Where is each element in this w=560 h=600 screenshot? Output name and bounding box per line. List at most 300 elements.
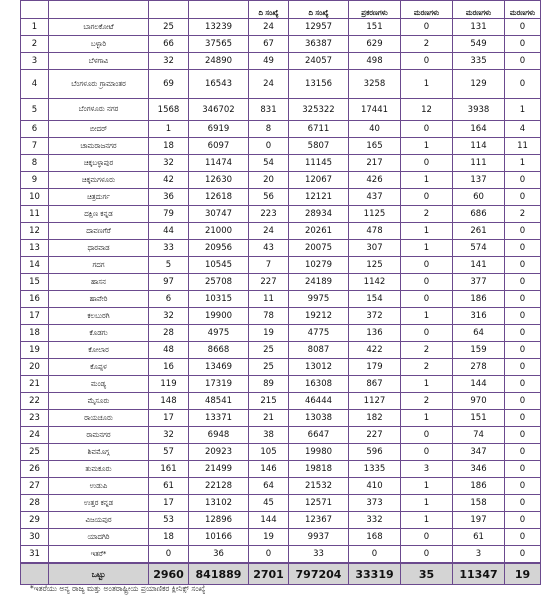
- header-total-deaths: ಮರಣಗಳು: [453, 1, 505, 19]
- value-cell: 46444: [289, 393, 349, 410]
- value-cell: 4775: [289, 325, 349, 342]
- value-cell: 0: [505, 512, 541, 529]
- serial-cell: 1: [21, 19, 49, 36]
- header-total-discharged: ದಿ ಸಂಖ್ಯೆ: [289, 1, 349, 19]
- serial-cell: 8: [21, 155, 49, 172]
- value-cell: 20261: [289, 223, 349, 240]
- table-row: [21, 53, 541, 70]
- value-cell: 478: [349, 223, 401, 240]
- serial-cell: 16: [21, 291, 49, 308]
- table-row: [21, 308, 541, 325]
- serial-cell: 7: [21, 138, 49, 155]
- value-cell: 0: [401, 19, 453, 36]
- value-cell: 2: [401, 393, 453, 410]
- serial-cell: 2: [21, 36, 49, 53]
- value-cell: 0: [505, 461, 541, 478]
- serial-cell: 31: [21, 546, 49, 564]
- value-cell: 227: [349, 427, 401, 444]
- value-cell: 0: [505, 495, 541, 512]
- table-row: [21, 461, 541, 478]
- district-cell: ರಾಮನಗರ: [49, 427, 149, 444]
- table-row: [21, 393, 541, 410]
- value-cell: 18: [149, 138, 189, 155]
- value-cell: 61: [149, 478, 189, 495]
- value-cell: 2: [401, 342, 453, 359]
- value-cell: 36: [149, 189, 189, 206]
- value-cell: 182: [349, 410, 401, 427]
- value-cell: 168: [349, 529, 401, 546]
- serial-cell: 28: [21, 495, 49, 512]
- value-cell: 332: [349, 512, 401, 529]
- value-cell: 43: [249, 240, 289, 257]
- value-cell: 686: [453, 206, 505, 223]
- table-row: [21, 291, 541, 308]
- serial-cell: 20: [21, 359, 49, 376]
- value-cell: 261: [453, 223, 505, 240]
- district-cell: ಕೊಡಗು: [49, 325, 149, 342]
- table-row: [21, 427, 541, 444]
- value-cell: 0: [401, 53, 453, 70]
- value-cell: 10545: [189, 257, 249, 274]
- value-cell: 0: [505, 240, 541, 257]
- value-cell: 0: [149, 546, 189, 564]
- total-label: ಒಟ್ಟು: [49, 563, 149, 585]
- footnote: *ಇತರೆಯು ಅನ್ಯ ರಾಜ್ಯ ಮತ್ತು ಅಂತರಾಷ್ಟ್ರೀಯ ಪ್ರಯಾಣಿಕರ ಕ್ಲೀನಿಕ್ಸ್ ಸಂಖ್ಯೆ: [30, 584, 206, 593]
- value-cell: 1335: [349, 461, 401, 478]
- value-cell: 12630: [189, 172, 249, 189]
- value-cell: 24: [249, 19, 289, 36]
- value-cell: 57: [149, 444, 189, 461]
- value-cell: 125: [349, 257, 401, 274]
- value-cell: 20923: [189, 444, 249, 461]
- value-cell: 30747: [189, 206, 249, 223]
- value-cell: 1: [401, 223, 453, 240]
- value-cell: 1: [401, 478, 453, 495]
- value-cell: 19900: [189, 308, 249, 325]
- value-cell: 18: [149, 529, 189, 546]
- value-cell: 16308: [289, 376, 349, 393]
- value-cell: 0: [401, 189, 453, 206]
- serial-cell: 3: [21, 53, 49, 70]
- table-row: [21, 36, 541, 53]
- district-cell: ಬೆಳಗಾವಿ: [49, 53, 149, 70]
- district-cell: ಕೊಪ್ಪಳ: [49, 359, 149, 376]
- table-row: [21, 70, 541, 99]
- value-cell: 20075: [289, 240, 349, 257]
- value-cell: 1: [401, 512, 453, 529]
- value-cell: 161: [149, 461, 189, 478]
- value-cell: 9937: [289, 529, 349, 546]
- total-value-cell: 35: [401, 563, 453, 585]
- value-cell: 1: [401, 172, 453, 189]
- table-row: [21, 274, 541, 291]
- district-cell: ಚಿಕ್ಕಬಳ್ಳಾಪುರ: [49, 155, 149, 172]
- district-cell: ಕೋಲಾರ: [49, 342, 149, 359]
- value-cell: 28934: [289, 206, 349, 223]
- value-cell: 53: [149, 512, 189, 529]
- value-cell: 377: [453, 274, 505, 291]
- value-cell: 24: [249, 223, 289, 240]
- value-cell: 372: [349, 308, 401, 325]
- value-cell: 67: [249, 36, 289, 53]
- value-cell: 179: [349, 359, 401, 376]
- value-cell: 1: [505, 99, 541, 121]
- table-header-row: [21, 1, 541, 19]
- table-row: [21, 99, 541, 121]
- value-cell: 66: [149, 36, 189, 53]
- value-cell: 0: [505, 393, 541, 410]
- value-cell: 151: [349, 19, 401, 36]
- value-cell: 0: [505, 257, 541, 274]
- value-cell: 32: [149, 53, 189, 70]
- value-cell: 144: [249, 512, 289, 529]
- value-cell: 17: [149, 410, 189, 427]
- value-cell: 1: [505, 155, 541, 172]
- value-cell: 6711: [289, 121, 349, 138]
- value-cell: 1125: [349, 206, 401, 223]
- district-stats-table: [20, 0, 541, 585]
- total-value-cell: 2701: [249, 563, 289, 585]
- district-cell: ವಿಜಯಪುರ: [49, 512, 149, 529]
- value-cell: 61: [453, 529, 505, 546]
- value-cell: 13239: [189, 19, 249, 36]
- value-cell: 3938: [453, 99, 505, 121]
- value-cell: 0: [505, 36, 541, 53]
- value-cell: 97: [149, 274, 189, 291]
- serial-cell: 23: [21, 410, 49, 427]
- table-row: [21, 240, 541, 257]
- value-cell: 136: [349, 325, 401, 342]
- serial-cell: 10: [21, 189, 49, 206]
- table-row: [21, 189, 541, 206]
- serial-cell: 24: [21, 427, 49, 444]
- value-cell: 137: [453, 172, 505, 189]
- value-cell: 2: [401, 359, 453, 376]
- value-cell: 596: [349, 444, 401, 461]
- table-row: [21, 138, 541, 155]
- value-cell: 867: [349, 376, 401, 393]
- district-cell: ಬೀದರ್: [49, 121, 149, 138]
- value-cell: 7: [249, 257, 289, 274]
- value-cell: 151: [453, 410, 505, 427]
- value-cell: 13469: [189, 359, 249, 376]
- value-cell: 215: [249, 393, 289, 410]
- serial-cell: 6: [21, 121, 49, 138]
- value-cell: 9975: [289, 291, 349, 308]
- value-cell: 21499: [189, 461, 249, 478]
- value-cell: 307: [349, 240, 401, 257]
- value-cell: 0: [505, 478, 541, 495]
- value-cell: 1: [401, 138, 453, 155]
- value-cell: 69: [149, 70, 189, 99]
- value-cell: 549: [453, 36, 505, 53]
- serial-cell: 26: [21, 461, 49, 478]
- value-cell: 0: [505, 223, 541, 240]
- table-row: [21, 546, 541, 564]
- value-cell: 21000: [189, 223, 249, 240]
- value-cell: 48: [149, 342, 189, 359]
- value-cell: 11: [505, 138, 541, 155]
- value-cell: 17441: [349, 99, 401, 121]
- value-cell: 16543: [189, 70, 249, 99]
- serial-cell: 15: [21, 274, 49, 291]
- total-row: [21, 563, 541, 585]
- header-active: ಪ್ರಕರಣಗಳು: [349, 1, 401, 19]
- serial-cell: 4: [21, 70, 49, 99]
- total-blank-cell: [21, 563, 49, 585]
- value-cell: 831: [249, 99, 289, 121]
- value-cell: 6097: [189, 138, 249, 155]
- value-cell: 12121: [289, 189, 349, 206]
- value-cell: 24057: [289, 53, 349, 70]
- value-cell: 346: [453, 461, 505, 478]
- value-cell: 32: [149, 308, 189, 325]
- value-cell: 0: [401, 291, 453, 308]
- value-cell: 0: [505, 410, 541, 427]
- value-cell: 131: [453, 19, 505, 36]
- value-cell: 5: [149, 257, 189, 274]
- value-cell: 6: [149, 291, 189, 308]
- value-cell: 144: [453, 376, 505, 393]
- value-cell: 45: [249, 495, 289, 512]
- value-cell: 12367: [289, 512, 349, 529]
- value-cell: 6647: [289, 427, 349, 444]
- value-cell: 0: [505, 529, 541, 546]
- table-row: [21, 121, 541, 138]
- district-cell: ದಕ್ಷಿಣ ಕನ್ನಡ: [49, 206, 149, 223]
- value-cell: 4: [505, 121, 541, 138]
- value-cell: 223: [249, 206, 289, 223]
- value-cell: 8668: [189, 342, 249, 359]
- value-cell: 114: [453, 138, 505, 155]
- district-cell: ಕಲಬುರಗಿ: [49, 308, 149, 325]
- header-total: [189, 1, 249, 19]
- total-value-cell: 11347: [453, 563, 505, 585]
- value-cell: 89: [249, 376, 289, 393]
- value-cell: 0: [505, 70, 541, 99]
- serial-cell: 13: [21, 240, 49, 257]
- district-cell: ಬೆಂಗಳೂರು ನಗರ: [49, 99, 149, 121]
- value-cell: 1127: [349, 393, 401, 410]
- serial-cell: 19: [21, 342, 49, 359]
- value-cell: 25: [249, 342, 289, 359]
- value-cell: 10315: [189, 291, 249, 308]
- value-cell: 426: [349, 172, 401, 189]
- value-cell: 8087: [289, 342, 349, 359]
- value-cell: 227: [249, 274, 289, 291]
- table-row: [21, 529, 541, 546]
- value-cell: 0: [401, 155, 453, 172]
- value-cell: 1: [401, 495, 453, 512]
- serial-cell: 12: [21, 223, 49, 240]
- value-cell: 24: [249, 70, 289, 99]
- value-cell: 12957: [289, 19, 349, 36]
- serial-cell: 18: [21, 325, 49, 342]
- value-cell: 278: [453, 359, 505, 376]
- value-cell: 0: [505, 359, 541, 376]
- value-cell: 2: [401, 206, 453, 223]
- value-cell: 1: [401, 70, 453, 99]
- value-cell: 197: [453, 512, 505, 529]
- value-cell: 148: [149, 393, 189, 410]
- value-cell: 25708: [189, 274, 249, 291]
- value-cell: 186: [453, 478, 505, 495]
- value-cell: 165: [349, 138, 401, 155]
- value-cell: 0: [505, 325, 541, 342]
- value-cell: 141: [453, 257, 505, 274]
- value-cell: 48541: [189, 393, 249, 410]
- value-cell: 6948: [189, 427, 249, 444]
- value-cell: 17319: [189, 376, 249, 393]
- value-cell: 1568: [149, 99, 189, 121]
- value-cell: 1142: [349, 274, 401, 291]
- value-cell: 21532: [289, 478, 349, 495]
- value-cell: 21: [249, 410, 289, 427]
- value-cell: 325322: [289, 99, 349, 121]
- value-cell: 11: [249, 291, 289, 308]
- value-cell: 25: [149, 19, 189, 36]
- district-cell: ಚಿತ್ರದುರ್ಗ: [49, 189, 149, 206]
- value-cell: 498: [349, 53, 401, 70]
- value-cell: 32: [149, 155, 189, 172]
- table-row: [21, 342, 541, 359]
- district-cell: ಧಾರವಾಡ: [49, 240, 149, 257]
- district-cell: ದಾವಣಗೆರೆ: [49, 223, 149, 240]
- value-cell: 79: [149, 206, 189, 223]
- value-cell: 16: [149, 359, 189, 376]
- value-cell: 346702: [189, 99, 249, 121]
- value-cell: 186: [453, 291, 505, 308]
- table-row: [21, 495, 541, 512]
- district-cell: ಚಾಮರಾಜನಗರ: [49, 138, 149, 155]
- value-cell: 0: [505, 546, 541, 564]
- value-cell: 11474: [189, 155, 249, 172]
- value-cell: 1: [149, 121, 189, 138]
- table-row: [21, 223, 541, 240]
- serial-cell: 5: [21, 99, 49, 121]
- value-cell: 33: [149, 240, 189, 257]
- value-cell: 0: [505, 376, 541, 393]
- value-cell: 0: [505, 342, 541, 359]
- value-cell: 0: [505, 189, 541, 206]
- total-value-cell: 19: [505, 563, 541, 585]
- value-cell: 37565: [189, 36, 249, 53]
- value-cell: 3258: [349, 70, 401, 99]
- value-cell: 0: [505, 172, 541, 189]
- value-cell: 56: [249, 189, 289, 206]
- table-row: [21, 359, 541, 376]
- value-cell: 0: [349, 546, 401, 564]
- value-cell: 1: [401, 308, 453, 325]
- district-cell: ಮೈಸೂರು: [49, 393, 149, 410]
- value-cell: 0: [505, 427, 541, 444]
- value-cell: 36: [189, 546, 249, 564]
- value-cell: 17: [149, 495, 189, 512]
- value-cell: 4975: [189, 325, 249, 342]
- value-cell: 347: [453, 444, 505, 461]
- value-cell: 335: [453, 53, 505, 70]
- value-cell: 2: [401, 36, 453, 53]
- value-cell: 0: [505, 274, 541, 291]
- serial-cell: 11: [21, 206, 49, 223]
- value-cell: 20: [249, 172, 289, 189]
- serial-cell: 9: [21, 172, 49, 189]
- district-cell: ಯಾದಗಿರಿ: [49, 529, 149, 546]
- value-cell: 0: [401, 121, 453, 138]
- value-cell: 1: [401, 376, 453, 393]
- value-cell: 159: [453, 342, 505, 359]
- header-other-deaths: ಮರಣಗಳು: [505, 1, 541, 19]
- district-cell: ಮಂಡ್ಯ: [49, 376, 149, 393]
- value-cell: 11145: [289, 155, 349, 172]
- district-cell: ಚಿಕ್ಕಮಗಳೂರು: [49, 172, 149, 189]
- district-cell: ತುಮಕೂರು: [49, 461, 149, 478]
- value-cell: 0: [505, 19, 541, 36]
- value-cell: 38: [249, 427, 289, 444]
- table-row: [21, 512, 541, 529]
- value-cell: 13012: [289, 359, 349, 376]
- value-cell: 422: [349, 342, 401, 359]
- value-cell: 2: [505, 206, 541, 223]
- value-cell: 1: [401, 410, 453, 427]
- district-cell: ಇತರೆ*: [49, 546, 149, 564]
- value-cell: 10166: [189, 529, 249, 546]
- value-cell: 316: [453, 308, 505, 325]
- serial-cell: 25: [21, 444, 49, 461]
- district-cell: ಹಾವೇರಿ: [49, 291, 149, 308]
- value-cell: 64: [453, 325, 505, 342]
- value-cell: 0: [401, 427, 453, 444]
- value-cell: 0: [249, 546, 289, 564]
- serial-cell: 21: [21, 376, 49, 393]
- serial-cell: 29: [21, 512, 49, 529]
- value-cell: 3: [453, 546, 505, 564]
- value-cell: 22128: [189, 478, 249, 495]
- table-row: [21, 172, 541, 189]
- header-district: [49, 1, 149, 19]
- value-cell: 164: [453, 121, 505, 138]
- header-serial: [21, 1, 49, 19]
- value-cell: 19212: [289, 308, 349, 325]
- total-value-cell: 2960: [149, 563, 189, 585]
- value-cell: 54: [249, 155, 289, 172]
- table-row: [21, 325, 541, 342]
- value-cell: 629: [349, 36, 401, 53]
- total-value-cell: 841889: [189, 563, 249, 585]
- value-cell: 0: [505, 53, 541, 70]
- value-cell: 0: [401, 529, 453, 546]
- value-cell: 19980: [289, 444, 349, 461]
- value-cell: 44: [149, 223, 189, 240]
- district-cell: ಹಾಸನ: [49, 274, 149, 291]
- district-cell: ಗದಗ: [49, 257, 149, 274]
- value-cell: 19: [249, 325, 289, 342]
- value-cell: 49: [249, 53, 289, 70]
- value-cell: 111: [453, 155, 505, 172]
- value-cell: 12067: [289, 172, 349, 189]
- value-cell: 0: [401, 274, 453, 291]
- value-cell: 410: [349, 478, 401, 495]
- value-cell: 60: [453, 189, 505, 206]
- value-cell: 19818: [289, 461, 349, 478]
- value-cell: 0: [401, 444, 453, 461]
- value-cell: 40: [349, 121, 401, 138]
- value-cell: 12571: [289, 495, 349, 512]
- table-row: [21, 206, 541, 223]
- district-cell: ಬಳ್ಳಾರಿ: [49, 36, 149, 53]
- value-cell: 20956: [189, 240, 249, 257]
- value-cell: 5807: [289, 138, 349, 155]
